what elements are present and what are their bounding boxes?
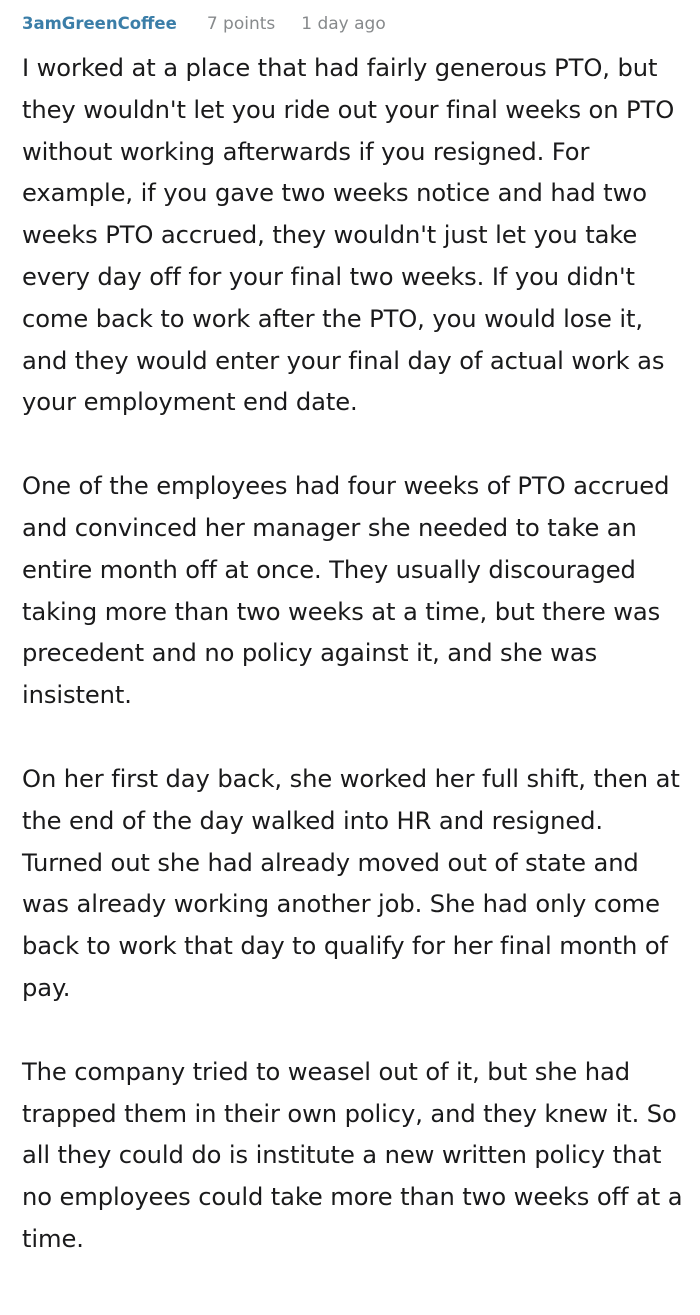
comment-paragraph: One of the employees had four weeks of PTO accrued and convinced her manager she needed to take an entire month off at once. They usually discouraged taking more than two weeks at a time, but there was precedent and no policy against it, and she was insistent.	[22, 472, 670, 710]
comment-timestamp[interactable]: 1 day ago	[301, 14, 386, 34]
comment-points: 7 points	[206, 14, 276, 34]
comment-author[interactable]: 3amGreenCoffee	[22, 14, 177, 33]
comment-meta	[22, 14, 690, 48]
comment-paragraph: The company tried to weasel out of it, but she had trapped them in their own policy, and they knew it. So all they could do is institute a new written policy that no employees could take more than two weeks off at a time.	[22, 1057, 683, 1253]
comment-body	[22, 48, 690, 1261]
comment-paragraph: On her first day back, she worked her full shift, then at the end of the day walked into HR and resigned. Turned out she had already moved out of state and was already working another job. She had only come back to work that day to qualify for her final month of pay.	[22, 764, 680, 1002]
comment	[22, 14, 690, 1261]
comment-paragraph: I worked at a place that had fairly generous PTO, but they wouldn't let you ride out your final weeks on PTO without working afterwards if you resigned. For example, if you gave two weeks notice and had two weeks PTO accrued, they wouldn't just let you take every day off for your final two weeks. If you didn't come back to work after the PTO, you would lose it, and they would enter your final day of actual work as your employment end date.	[22, 54, 675, 417]
